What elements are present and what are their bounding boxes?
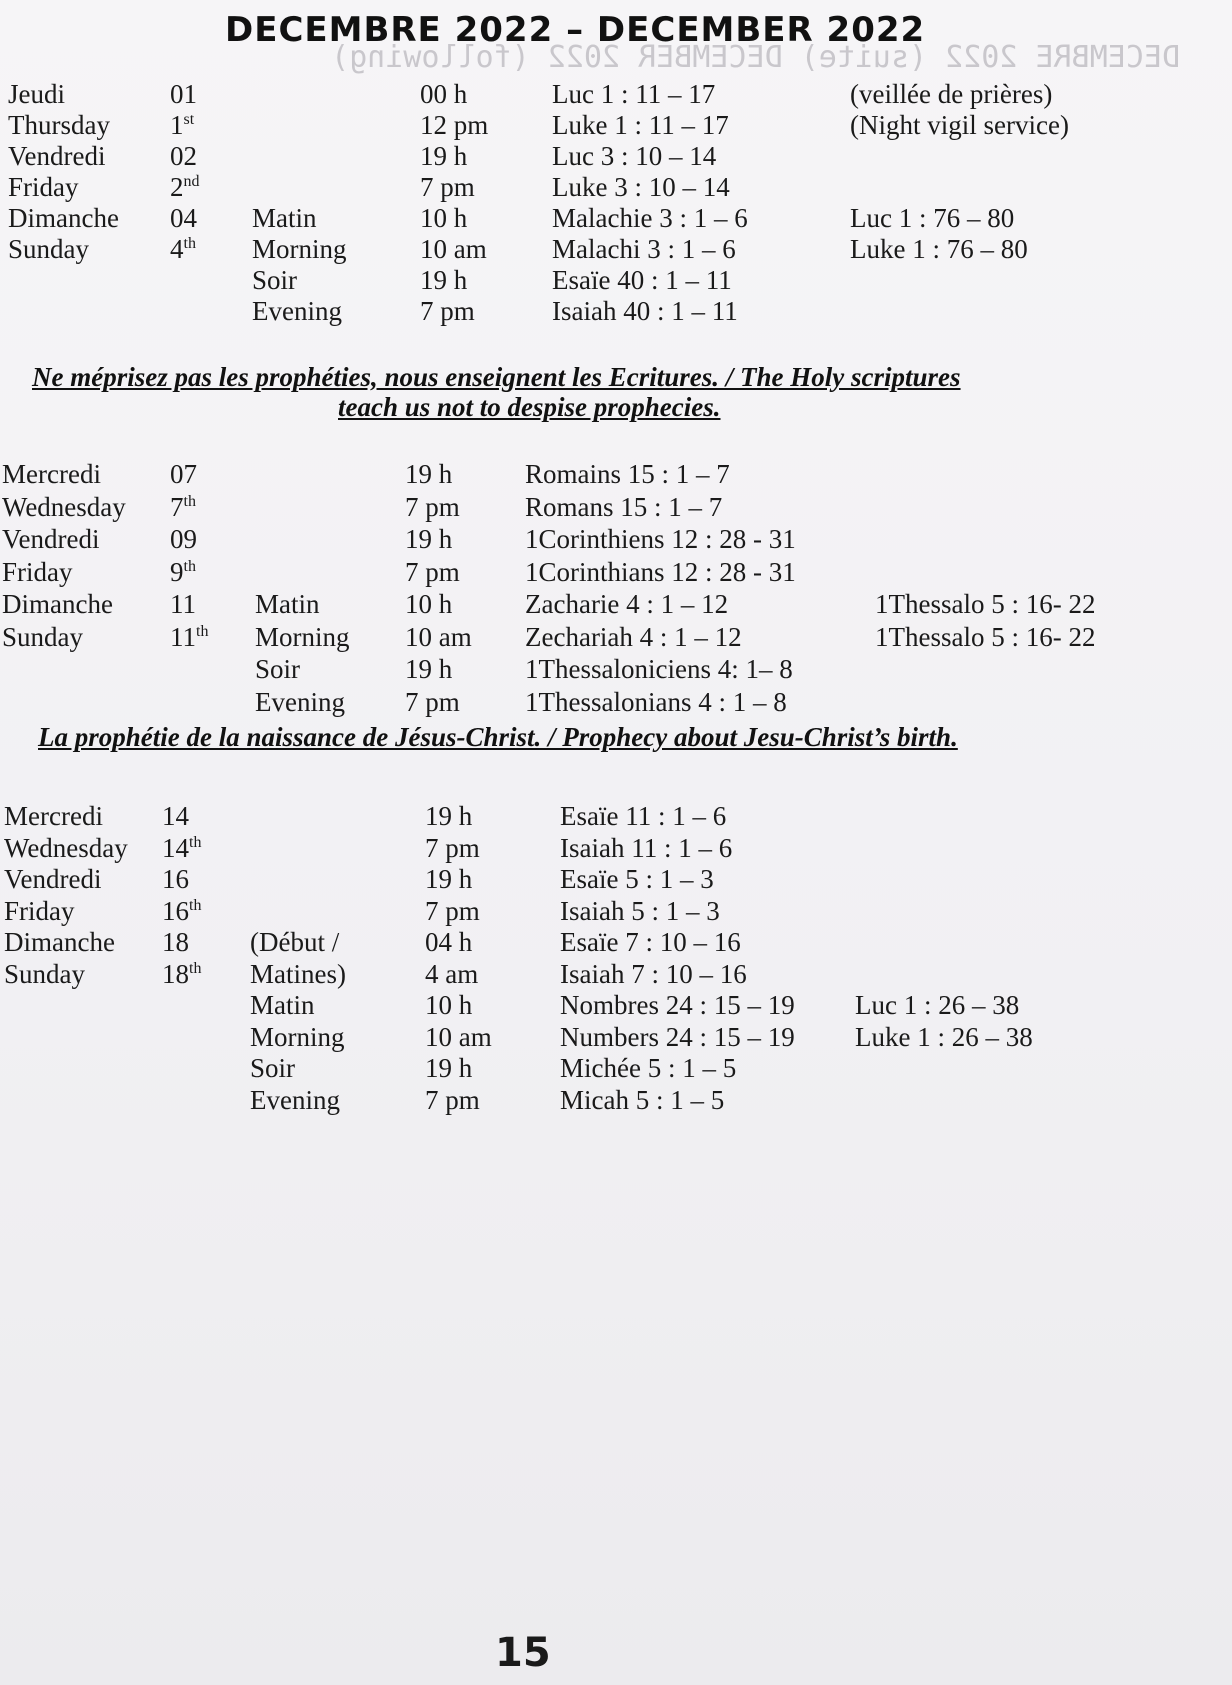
schedule-extra: 1Thessalo 5 : 16- 22 <box>875 621 1096 652</box>
schedule-reading: Esaïe 7 : 10 – 16 <box>560 927 741 957</box>
schedule-time: 10 h <box>420 203 468 233</box>
schedule-reading: Isaiah 40 : 1 – 11 <box>552 296 738 326</box>
section-note: teach us not to despise prophecies. <box>338 392 721 422</box>
schedule-day: Mercredi <box>2 459 101 489</box>
schedule-day: Jeudi <box>8 79 65 109</box>
schedule-day: Vendredi <box>4 864 102 894</box>
section-note: Ne méprisez pas les prophéties, nous enseignent les Ecritures. / The Holy scriptures <box>32 362 961 392</box>
schedule-session: Matin <box>252 203 317 233</box>
schedule-reading: Romains 15 : 1 – 7 <box>525 459 730 489</box>
schedule-time: 19 h <box>405 654 453 684</box>
schedule-day: Sunday <box>2 621 83 652</box>
schedule-session: (Début / <box>250 927 340 957</box>
schedule-session: Evening <box>252 296 342 326</box>
schedule-extra: 1Thessalo 5 : 16- 22 <box>875 589 1096 619</box>
schedule-time: 00 h <box>420 79 468 109</box>
schedule-reading: Luc 3 : 10 – 14 <box>552 141 717 171</box>
schedule-day: Thursday <box>8 110 110 140</box>
section-note: La prophétie de la naissance de Jésus-Christ. / Prophecy about Jesu-Christ’s birth. <box>38 722 958 752</box>
schedule-day: Dimanche <box>2 589 113 619</box>
schedule-reading: 1Thessaloniciens 4: 1– 8 <box>525 654 793 684</box>
schedule-extra: (Night vigil service) <box>850 110 1069 140</box>
schedule-reading: Malachi 3 : 1 – 6 <box>552 234 736 264</box>
schedule-reading: 1Thessalonians 4 : 1 – 8 <box>525 686 787 717</box>
schedule-date: 4th <box>170 234 196 264</box>
schedule-date: 11 <box>170 589 196 619</box>
schedule-reading: Michée 5 : 1 – 5 <box>560 1053 737 1083</box>
schedule-date: 16th <box>162 895 202 926</box>
schedule-day: Friday <box>8 172 79 202</box>
schedule-time: 19 h <box>425 1053 473 1083</box>
schedule-date: 18th <box>162 958 202 989</box>
schedule-day: Wednesday <box>2 491 126 522</box>
schedule-session: Morning <box>255 621 350 652</box>
schedule-time: 4 am <box>425 958 479 989</box>
schedule-time: 19 h <box>425 801 473 831</box>
schedule-date: 02 <box>170 141 197 171</box>
schedule-reading: Esaïe 40 : 1 – 11 <box>552 265 732 295</box>
schedule-day: Wednesday <box>4 832 128 863</box>
schedule-extra: Luc 1 : 76 – 80 <box>850 203 1015 233</box>
schedule-reading: Esaïe 11 : 1 – 6 <box>560 801 727 831</box>
schedule-time: 7 pm <box>425 832 480 863</box>
schedule-time: 10 am <box>420 234 487 264</box>
schedule-reading: Luke 3 : 10 – 14 <box>552 172 730 202</box>
schedule-session: Morning <box>250 1021 345 1052</box>
schedule-session: Matines) <box>250 958 346 989</box>
schedule-reading: Malachie 3 : 1 – 6 <box>552 203 748 233</box>
page-number: 15 <box>495 1630 551 1676</box>
schedule-date: 14th <box>162 832 202 863</box>
schedule-reading: Zechariah 4 : 1 – 12 <box>525 621 742 652</box>
schedule-time: 19 h <box>405 524 453 554</box>
schedule-time: 04 h <box>425 927 473 957</box>
schedule-date: 16 <box>162 864 189 894</box>
schedule-day: Mercredi <box>4 801 103 831</box>
schedule-date: 2nd <box>170 172 200 202</box>
schedule-date: 01 <box>170 79 197 109</box>
schedule-time: 7 pm <box>420 296 475 326</box>
schedule-time: 10 am <box>425 1021 492 1052</box>
schedule-date: 04 <box>170 203 197 233</box>
schedule-reading: Zacharie 4 : 1 – 12 <box>525 589 729 619</box>
schedule-time: 19 h <box>420 141 468 171</box>
schedule-time: 7 pm <box>405 556 460 587</box>
schedule-extra: Luke 1 : 26 – 38 <box>855 1021 1033 1052</box>
schedule-reading: Micah 5 : 1 – 5 <box>560 1084 725 1115</box>
bleed-through-text: DECEMBRE 2022 (suite) DECEMBER 2022 (following) <box>331 40 1180 75</box>
schedule-day: Sunday <box>4 958 85 989</box>
page-title: DECEMBRE 2022 – DECEMBER 2022 <box>225 10 926 50</box>
schedule-day: Friday <box>4 895 75 926</box>
schedule-reading: 1Corinthians 12 : 28 - 31 <box>525 556 796 587</box>
schedule-time: 19 h <box>425 864 473 894</box>
schedule-reading: Luc 1 : 11 – 17 <box>552 79 716 109</box>
schedule-date: 11th <box>170 621 209 652</box>
schedule-extra: Luke 1 : 76 – 80 <box>850 234 1028 264</box>
schedule-day: Sunday <box>8 234 89 264</box>
schedule-reading: Isaiah 5 : 1 – 3 <box>560 895 720 926</box>
schedule-reading: 1Corinthiens 12 : 28 - 31 <box>525 524 796 554</box>
schedule-session: Soir <box>250 1053 296 1083</box>
schedule-session: Morning <box>252 234 347 264</box>
schedule-time: 10 am <box>405 621 472 652</box>
schedule-session: Matin <box>255 589 320 619</box>
schedule-session: Evening <box>250 1084 340 1115</box>
schedule-reading: Isaiah 7 : 10 – 16 <box>560 958 747 989</box>
schedule-date: 9th <box>170 556 196 587</box>
schedule-time: 7 pm <box>420 172 475 202</box>
schedule-extra: (veillée de prières) <box>850 79 1053 109</box>
schedule-date: 1st <box>170 110 195 140</box>
schedule-time: 7 pm <box>405 491 460 522</box>
schedule-day: Vendredi <box>2 524 100 554</box>
schedule-session: Matin <box>250 990 315 1020</box>
schedule-time: 12 pm <box>420 110 489 140</box>
schedule-day: Vendredi <box>8 141 106 171</box>
schedule-day: Dimanche <box>4 927 115 957</box>
schedule-reading: Luke 1 : 11 – 17 <box>552 110 729 140</box>
schedule-time: 19 h <box>405 459 453 489</box>
schedule-reading: Romans 15 : 1 – 7 <box>525 491 723 522</box>
schedule-day: Dimanche <box>8 203 119 233</box>
schedule-session: Soir <box>255 654 301 684</box>
schedule-reading: Nombres 24 : 15 – 19 <box>560 990 795 1020</box>
schedule-extra: Luc 1 : 26 – 38 <box>855 990 1020 1020</box>
schedule-time: 10 h <box>425 990 473 1020</box>
schedule-reading: Numbers 24 : 15 – 19 <box>560 1021 795 1052</box>
schedule-time: 19 h <box>420 265 468 295</box>
schedule-day: Friday <box>2 556 73 587</box>
schedule-session: Soir <box>252 265 298 295</box>
schedule-date: 18 <box>162 927 189 957</box>
schedule-reading: Isaiah 11 : 1 – 6 <box>560 832 733 863</box>
schedule-reading: Esaïe 5 : 1 – 3 <box>560 864 714 894</box>
schedule-session: Evening <box>255 686 345 717</box>
schedule-date: 07 <box>170 459 197 489</box>
schedule-time: 10 h <box>405 589 453 619</box>
schedule-date: 7th <box>170 491 196 522</box>
schedule-time: 7 pm <box>405 686 460 717</box>
schedule-time: 7 pm <box>425 895 480 926</box>
schedule-date: 14 <box>162 801 189 831</box>
schedule-time: 7 pm <box>425 1084 480 1115</box>
schedule-date: 09 <box>170 524 197 554</box>
